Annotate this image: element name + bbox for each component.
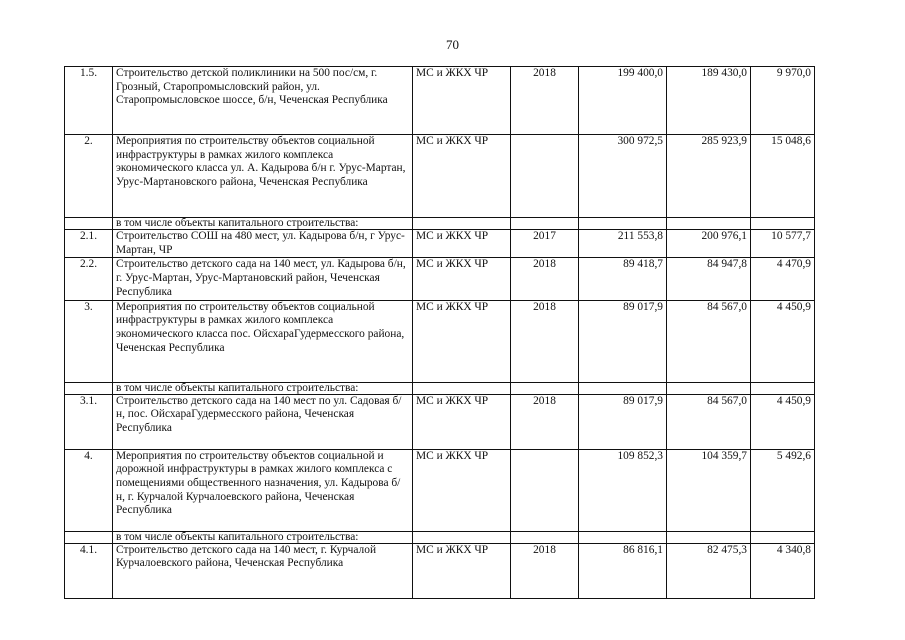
table-row: [65, 67, 815, 135]
cell-number: 1.5.: [65, 67, 113, 135]
table-subheader-row: [65, 218, 815, 230]
cell-value-1: 104 359,7: [667, 449, 751, 531]
cell-value-2: 5 492,6: [751, 449, 815, 531]
cell-organization: МС и ЖКХ ЧР: [413, 258, 511, 300]
cell-organization: [413, 382, 511, 394]
cell-number: 2.2.: [65, 258, 113, 300]
cell-value-1: 189 430,0: [667, 67, 751, 135]
cell-organization: МС и ЖКХ ЧР: [413, 543, 511, 598]
table-row: [65, 449, 815, 531]
cell-subheader: в том числе объекты капитального строительства:: [113, 218, 413, 230]
cell-value-1: [667, 382, 751, 394]
table-row: [65, 300, 815, 382]
page-number: 70: [446, 37, 459, 52]
cell-number: 3.: [65, 300, 113, 382]
cell-organization: МС и ЖКХ ЧР: [413, 449, 511, 531]
cell-number: 2.1.: [65, 230, 113, 258]
cell-subheader: в том числе объекты капитального строительства:: [113, 382, 413, 394]
cell-name: Мероприятия по строительству объектов социальной и дорожной инфраструктуры в рамках жилого комплекса с помещениями общественного назначения, ул. Кадырова б/н, г. Курчалой Курчалоевского района, Чеченская Республика: [113, 449, 413, 531]
cell-name: Строительство детского сада на 140 мест, г. Курчалой Курчалоевского района, Чеченская Республика: [113, 543, 413, 598]
cell-value-2: [751, 531, 815, 543]
cell-organization: МС и ЖКХ ЧР: [413, 300, 511, 382]
cell-year: 2018: [511, 67, 579, 135]
cell-value-1: 84 567,0: [667, 394, 751, 449]
cell-organization: [413, 531, 511, 543]
cell-name: Строительство детской поликлиники на 500 пос/см, г. Грозный, Старопромысловский район, ул. Старопромысловское шоссе, б/н, Чеченская Республика: [113, 67, 413, 135]
table-subheader-row: [65, 382, 815, 394]
cell-value-1: 200 976,1: [667, 230, 751, 258]
cell-total: 109 852,3: [579, 449, 667, 531]
table-row: [65, 543, 815, 598]
cell-number: [65, 218, 113, 230]
cell-number: [65, 382, 113, 394]
cell-year: 2018: [511, 258, 579, 300]
cell-year: [511, 531, 579, 543]
document-table: [64, 66, 815, 599]
cell-value-2: [751, 382, 815, 394]
cell-organization: [413, 218, 511, 230]
cell-total: 86 816,1: [579, 543, 667, 598]
cell-total: 89 418,7: [579, 258, 667, 300]
cell-organization: МС и ЖКХ ЧР: [413, 135, 511, 218]
cell-organization: МС и ЖКХ ЧР: [413, 67, 511, 135]
cell-year: 2018: [511, 394, 579, 449]
cell-total: [579, 531, 667, 543]
table-row: [65, 258, 815, 300]
cell-value-1: 82 475,3: [667, 543, 751, 598]
cell-organization: МС и ЖКХ ЧР: [413, 230, 511, 258]
cell-value-2: 4 470,9: [751, 258, 815, 300]
cell-year: [511, 135, 579, 218]
cell-value-1: 84 567,0: [667, 300, 751, 382]
cell-value-2: [751, 218, 815, 230]
cell-year: [511, 449, 579, 531]
cell-number: 3.1.: [65, 394, 113, 449]
table-row: [65, 230, 815, 258]
cell-value-1: 84 947,8: [667, 258, 751, 300]
cell-value-1: [667, 218, 751, 230]
cell-year: 2018: [511, 543, 579, 598]
cell-total: [579, 218, 667, 230]
cell-value-1: [667, 531, 751, 543]
table-row: [65, 394, 815, 449]
cell-name: Строительство СОШ на 480 мест, ул. Кадырова б/н, г Урус-Мартан, ЧР: [113, 230, 413, 258]
cell-name: Мероприятия по строительству объектов социальной инфраструктуры в рамках жилого комплекса экономического класса пос. ОйсхараГудермесского района, Чеченская Республика: [113, 300, 413, 382]
cell-year: 2017: [511, 230, 579, 258]
cell-number: 4.1.: [65, 543, 113, 598]
cell-value-2: 9 970,0: [751, 67, 815, 135]
cell-year: [511, 382, 579, 394]
cell-value-1: 285 923,9: [667, 135, 751, 218]
cell-total: 199 400,0: [579, 67, 667, 135]
cell-year: [511, 218, 579, 230]
table-body: [65, 67, 815, 599]
cell-total: 211 553,8: [579, 230, 667, 258]
cell-year: 2018: [511, 300, 579, 382]
cell-total: 89 017,9: [579, 300, 667, 382]
cell-number: 4.: [65, 449, 113, 531]
cell-value-2: 15 048,6: [751, 135, 815, 218]
cell-number: [65, 531, 113, 543]
cell-value-2: 4 450,9: [751, 300, 815, 382]
cell-value-2: 10 577,7: [751, 230, 815, 258]
cell-name: Строительство детского сада на 140 мест, ул. Кадырова б/н, г. Урус-Мартан, Урус-Мартановский район, Чеченская Республика: [113, 258, 413, 300]
cell-value-2: 4 340,8: [751, 543, 815, 598]
cell-name: Мероприятия по строительству объектов социальной инфраструктуры в рамках жилого комплекса экономического класса ул. А. Кадырова б/н г. Урус-Мартан, Урус-Мартановского района, Чеченская Республика: [113, 135, 413, 218]
cell-total: [579, 382, 667, 394]
table-subheader-row: [65, 531, 815, 543]
cell-name: Строительство детского сада на 140 мест по ул. Садовая б/н, пос. ОйсхараГудермесского района, Чеченская Республика: [113, 394, 413, 449]
cell-total: 300 972,5: [579, 135, 667, 218]
cell-number: 2.: [65, 135, 113, 218]
cell-organization: МС и ЖКХ ЧР: [413, 394, 511, 449]
table-row: [65, 135, 815, 218]
cell-value-2: 4 450,9: [751, 394, 815, 449]
cell-total: 89 017,9: [579, 394, 667, 449]
cell-subheader: в том числе объекты капитального строительства:: [113, 531, 413, 543]
